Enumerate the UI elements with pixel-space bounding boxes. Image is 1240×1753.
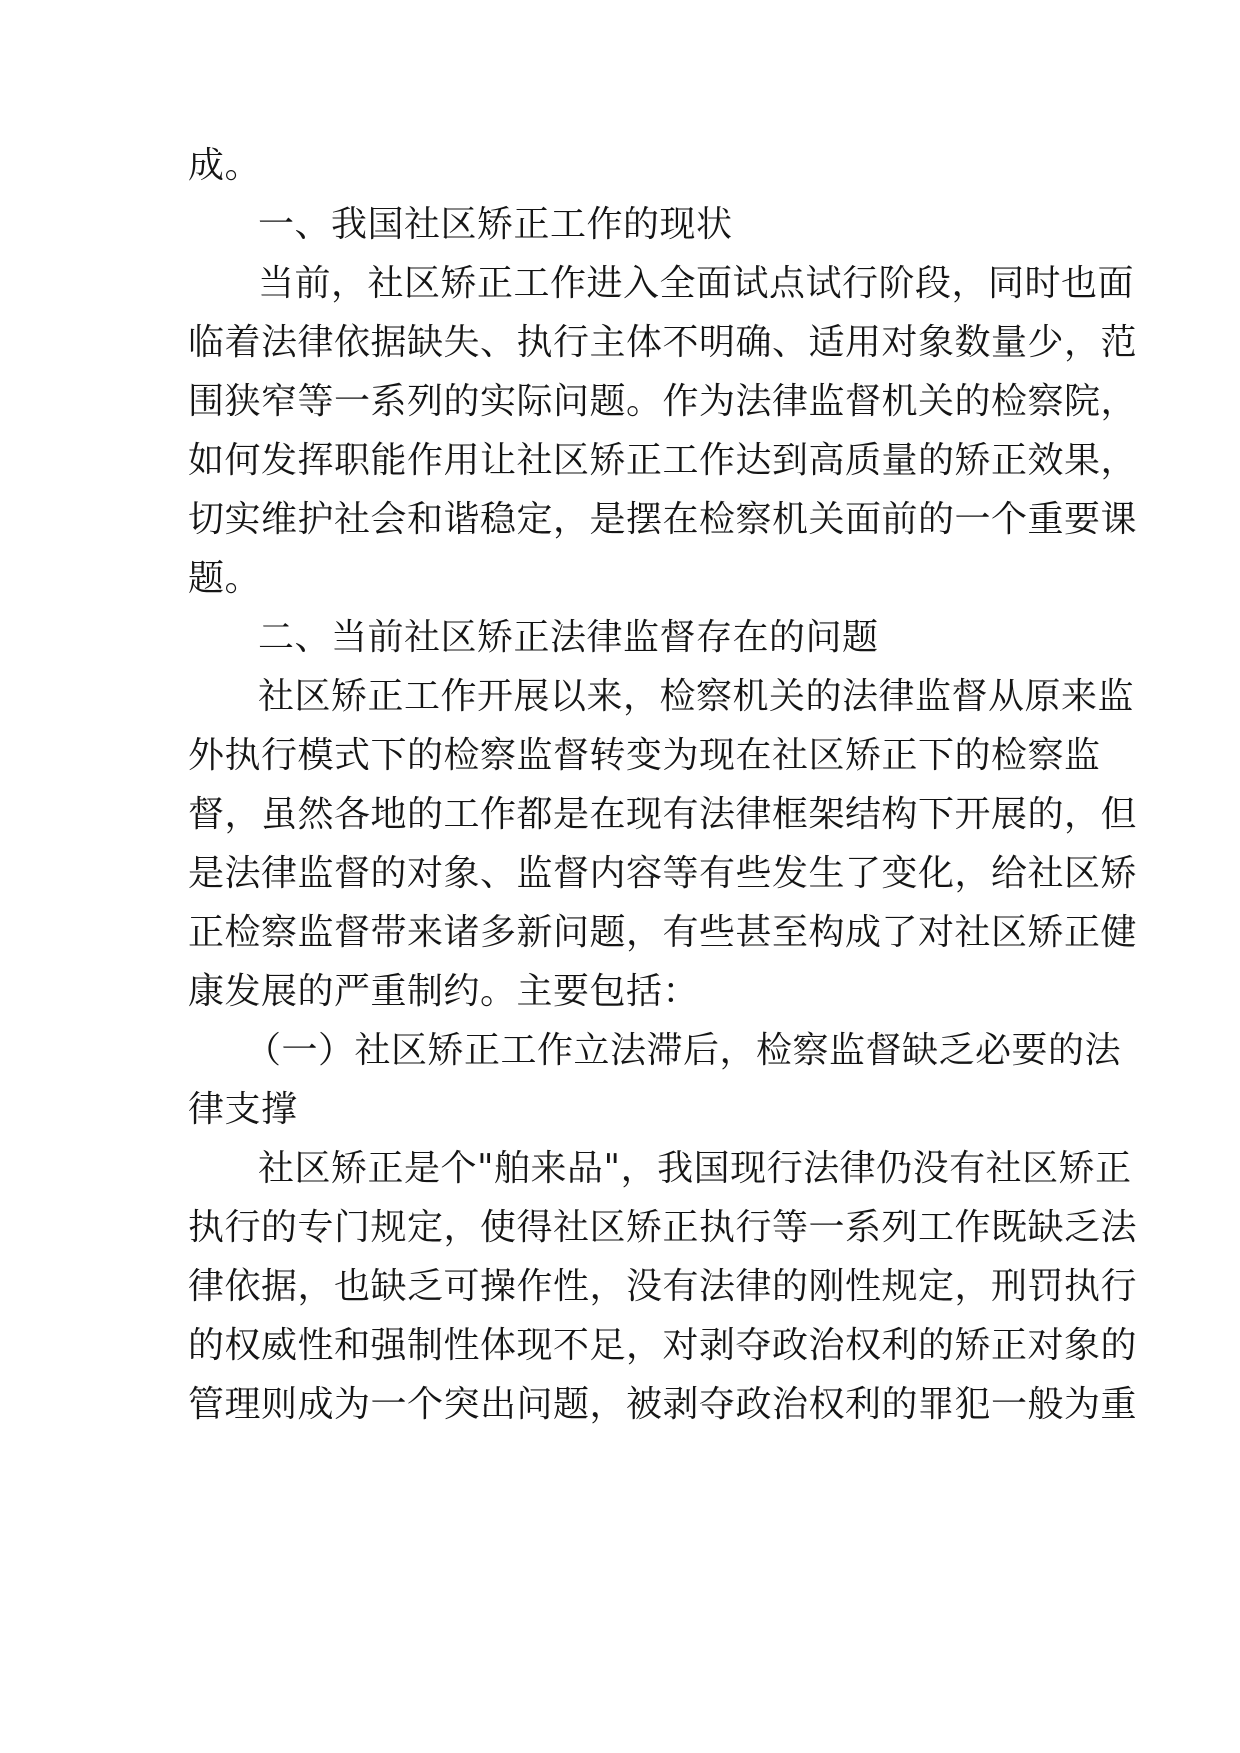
text-line: 切实维护社会和谐稳定，是摆在检察机关面前的一个重要课 [188,499,1138,540]
text-line: 如何发挥职能作用让社区矫正工作达到高质量的矫正效果， [188,440,1138,481]
text-line: 管理则成为一个突出问题，被剥夺政治权利的罪犯一般为重 [188,1384,1138,1425]
text-line: 是法律监督的对象、监督内容等有些发生了变化，给社区矫 [188,853,1138,894]
text-line: 成。 [188,145,262,186]
text-line: 围狭窄等一系列的实际问题。作为法律监督机关的检察院， [188,381,1138,422]
text-line: 临着法律依据缺失、执行主体不明确、适用对象数量少，范 [188,322,1138,363]
text-line: 的权威性和强制性体现不足，对剥夺政治权利的矫正对象的 [188,1325,1138,1366]
text-line: 律依据，也缺乏可操作性，没有法律的刚性规定，刑罚执行 [188,1266,1138,1307]
subsection-heading: （一）社区矫正工作立法滞后，检察监督缺乏必要的法 [245,1030,1122,1071]
text-line: 督，虽然各地的工作都是在现有法律框架结构下开展的，但 [188,794,1138,835]
text-line: 康发展的严重制约。主要包括： [188,971,700,1012]
text-line: 社区矫正工作开展以来，检察机关的法律监督从原来监 [258,676,1135,717]
section-heading-1: 一、我国社区矫正工作的现状 [258,204,733,245]
section-heading-2: 二、当前社区矫正法律监督存在的问题 [258,617,879,658]
subsection-heading-cont: 律支撑 [188,1089,298,1130]
text-line: 外执行模式下的检察监督转变为现在社区矫正下的检察监 [188,735,1101,776]
text-line: 正检察监督带来诸多新问题，有些甚至构成了对社区矫正健 [188,912,1138,953]
text-line: 当前，社区矫正工作进入全面试点试行阶段，同时也面 [258,263,1135,304]
text-line: 题。 [188,558,262,599]
text-line: 社区矫正是个"舶来品"，我国现行法律仍没有社区矫正 [258,1148,1132,1189]
text-line: 执行的专门规定，使得社区矫正执行等一系列工作既缺乏法 [188,1207,1138,1248]
